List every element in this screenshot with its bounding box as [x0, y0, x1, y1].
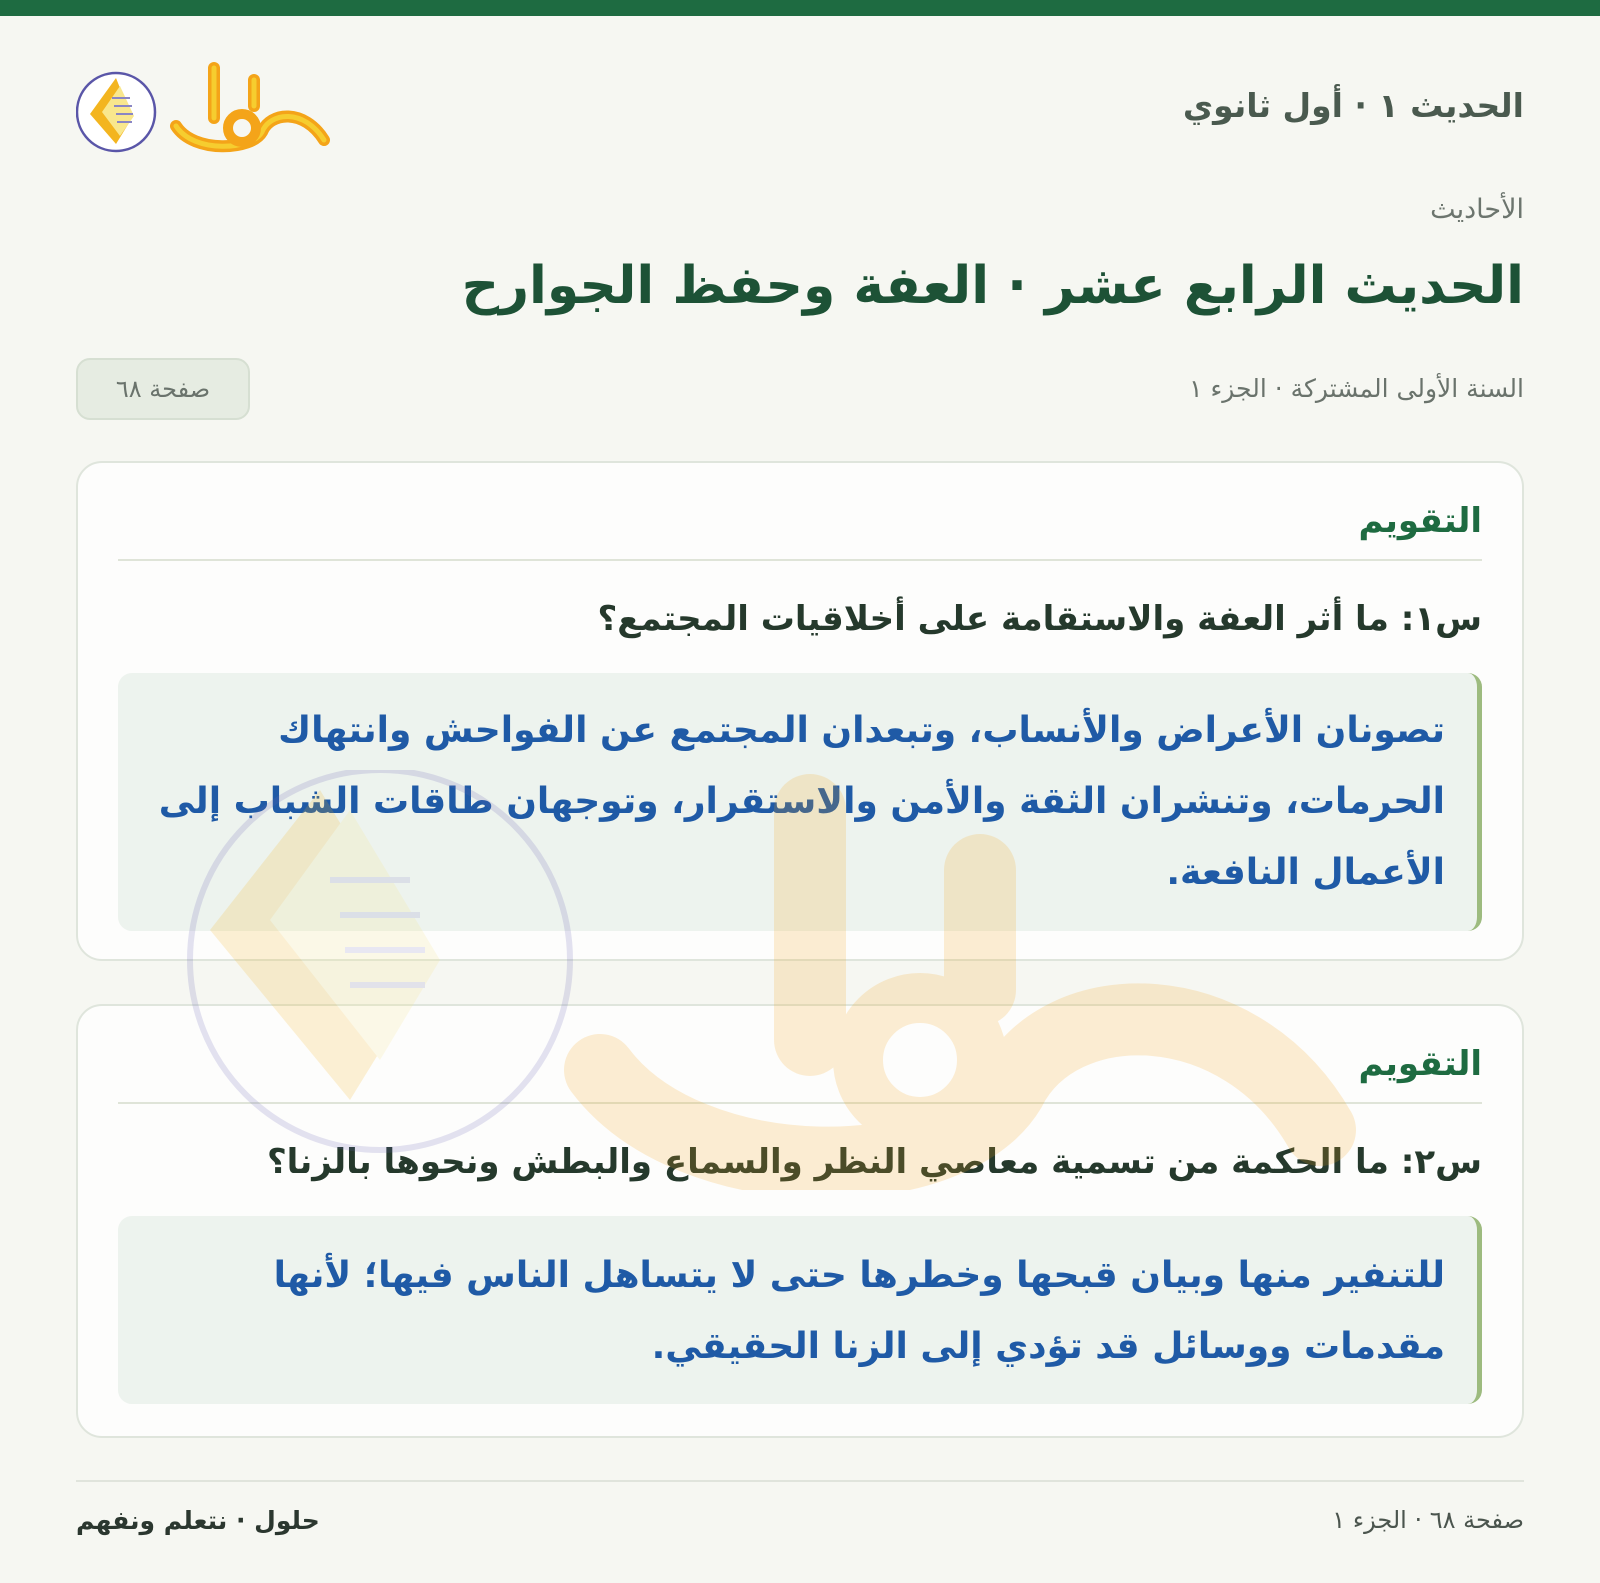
top-accent-bar	[0, 0, 1600, 16]
evaluation-card	[76, 461, 1524, 961]
logo-icon	[76, 54, 336, 164]
answer-box: للتنفير منها وبيان قبحها وخطرها حتى لا يتساهل الناس فيها؛ لأنها مقدمات ووسائل قد تؤدي إلى الزنا الحقيقي.	[118, 1216, 1482, 1404]
question-text: س٢: ما الحكمة من تسمية معاصي النظر والسماع والبطش ونحوها بالزنا؟	[266, 1142, 1482, 1182]
footer-brand: حلول · نتعلم ونفهم	[76, 1506, 320, 1535]
header-title: الحديث ١ · أول ثانوي	[1182, 86, 1524, 125]
page-number-badge: صفحة ٦٨	[76, 358, 250, 420]
answer-box: تصونان الأعراض والأنساب، وتبعدان المجتمع عن الفواحش وانتهاك الحرمات، وتنشران الثقة والأمن والاستقرار، وتوجهان طاقات الشباب إلى الأعمال النافعة.	[118, 673, 1482, 931]
card-heading: التقويم	[1358, 1044, 1482, 1084]
lesson-title: الحديث الرابع عشر · العفة وحفظ الجوارح	[461, 256, 1524, 316]
question-text: س١: ما أثر العفة والاستقامة على أخلاقيات المجتمع؟	[597, 599, 1482, 639]
evaluation-card	[76, 1004, 1524, 1438]
card-divider	[118, 1102, 1482, 1104]
card-divider	[118, 559, 1482, 561]
footer-page-info: صفحة ٦٨ · الجزء ١	[1332, 1506, 1524, 1534]
footer-divider	[76, 1480, 1524, 1482]
card-heading: التقويم	[1358, 501, 1482, 541]
lesson-meta: السنة الأولى المشتركة · الجزء ١	[1189, 374, 1524, 403]
category-label: الأحاديث	[1430, 194, 1524, 225]
hulool-logo[interactable]	[76, 54, 336, 164]
page-header	[76, 16, 1524, 186]
lesson-meta-row	[76, 358, 1524, 424]
page-content	[76, 16, 1524, 1583]
